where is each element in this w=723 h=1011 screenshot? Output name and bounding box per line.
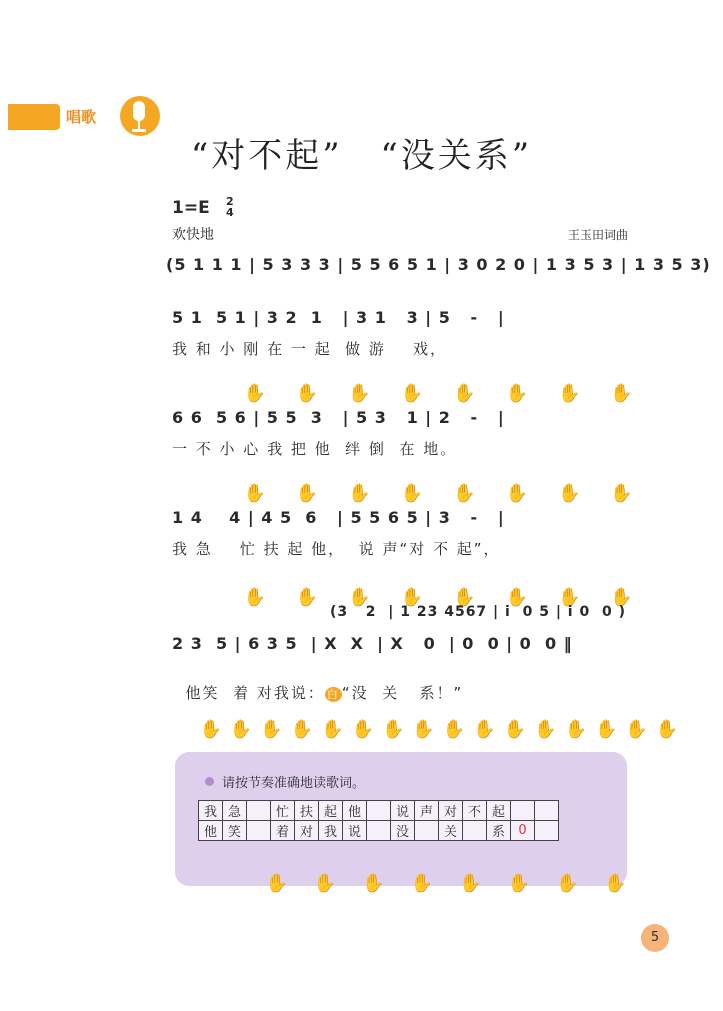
hand-icon: ✋ [265,873,314,894]
grid-cell: 他 [199,821,223,841]
hand-icon: ✋ [199,719,230,740]
hand-icon: ✋ [534,719,565,740]
bullet-dot-icon [205,777,214,786]
notation-line-4: 2 3 5 | 6 3 5 | X X | X 0 | 0 0 | 0 0 ‖ [172,634,573,653]
hand-icon: ✋ [295,483,349,504]
section-tab [8,104,60,130]
notation-line-2: 6 6 5 6 | 5 5 3 | 5 3 1 | 2 - | [172,408,505,427]
hand-icon: ✋ [348,483,401,504]
grid-cell: 起 [487,801,511,821]
notation-line-3: 1 4 4 | 4 5 6 | 5 5 6 5 | 3 - | [172,508,505,527]
time-bottom: 4 [226,206,234,219]
hand-icon: ✋ [453,383,506,404]
lyrics-line-4-b: “没 关 系！” [341,684,464,702]
hand-icon: ✋ [412,719,443,740]
hand-icon: ✋ [557,383,611,404]
hand-icon: ✋ [453,587,506,608]
hand-icon: ✋ [610,483,663,504]
hand-icon: ✋ [243,383,296,404]
grid-cell [415,821,439,841]
hand-icon: ✋ [381,719,413,740]
clap-icons-row-3 [172,566,663,608]
hand-icon: ✋ [313,873,363,894]
hand-icon: ✋ [503,719,535,740]
grid-cell [367,801,391,821]
title-part-sorry: “对不起” [190,136,343,176]
hand-icon: ✋ [400,383,454,404]
hand-icon: ✋ [655,719,687,740]
hand-icon: ✋ [400,483,454,504]
hand-icon: ✋ [557,587,611,608]
hand-icon: ✋ [604,873,653,894]
clap-icons-row-1 [172,362,663,404]
grid-cell [367,821,391,841]
grid-cell [463,821,487,841]
lyrics-line-1: 我 和 小 刚 在 一 起 做 游 戏， [172,340,447,358]
grid-cell: 他 [343,801,367,821]
grid-cell: 不 [463,801,487,821]
hand-icon: ✋ [459,873,508,894]
grid-cell: 起 [319,801,343,821]
grid-cell: 笑 [223,821,247,841]
song-title [0,128,723,177]
time-signature [226,196,234,218]
grid-cell: 没 [391,821,415,841]
lyrics-line-4-a: 他笑 着 对我说： [185,684,325,702]
grid-cell: 系 [487,821,511,841]
hand-icon: ✋ [564,719,595,740]
title-part-no-problem: “没关系” [380,136,533,176]
hand-icon: ✋ [555,873,605,894]
hand-icon: ✋ [610,587,663,608]
notation-line-1: 5 1 5 1 | 3 2 1 | 3 1 3 | 5 - | [172,308,505,327]
clap-icons-row-5 [202,852,653,894]
hand-icon: ✋ [295,383,349,404]
grid-row-1 [199,801,559,821]
hand-icon: ✋ [507,873,556,894]
rhythm-reading-grid [198,800,559,841]
hand-icon: ✋ [453,483,506,504]
hand-icon: ✋ [505,383,558,404]
composer-credit: 王玉田词曲 [567,228,628,242]
grid-row-2 [199,821,559,841]
grid-cell: 说 [391,801,415,821]
intro-notation: (5 1 1 1 | 5 3 3 3 | 5 5 6 5 1 | 3 0 2 0 | 1 3 5 3 | 1 3 5 3) [166,255,711,274]
hand-icon: ✋ [505,587,558,608]
spoken-marker: 白 [326,688,340,701]
hand-icon: ✋ [505,483,558,504]
section-label: 唱歌 [66,108,97,126]
hand-icon: ✋ [400,587,454,608]
lyrics-line-2: 一 不 小 心 我 把 他 绊 倒 在 地。 [172,440,458,458]
grid-cell-rest: 0 [511,821,535,841]
hand-icon: ✋ [625,719,656,740]
hand-icon: ✋ [348,587,401,608]
hand-icon: ✋ [557,483,611,504]
grid-cell: 对 [439,801,463,821]
grid-cell: 说 [343,821,367,841]
exercise-instruction: 请按节奏准确地读歌词。 [222,776,366,791]
time-top: 2 [226,195,234,208]
grid-cell [247,801,271,821]
grid-cell: 我 [319,821,343,841]
grid-cell: 急 [223,801,247,821]
key-signature: 1=E [172,198,210,218]
hand-icon: ✋ [362,873,411,894]
hand-icon: ✋ [290,719,322,740]
grid-cell: 忙 [271,801,295,821]
hand-icon: ✋ [243,483,296,504]
hand-icon: ✋ [260,719,291,740]
grid-cell: 关 [439,821,463,841]
microphone-icon-body [133,101,145,121]
grid-cell: 着 [271,821,295,841]
grid-cell [511,801,535,821]
hand-icon: ✋ [295,587,349,608]
grid-cell [535,801,559,821]
hand-icon: ✋ [243,587,296,608]
clap-icons-row-4 [172,698,686,740]
grid-cell: 扶 [295,801,319,821]
hand-icon: ✋ [351,719,382,740]
grid-cell: 对 [295,821,319,841]
hand-icon: ✋ [473,719,504,740]
page-number: 5 [641,924,669,952]
accompaniment-line: (3 2 | 1 23 4567 | i 0 5 | i 0 0 ) [330,604,626,620]
clap-icons-row-2 [172,462,663,504]
hand-icon: ✋ [410,873,460,894]
lyrics-line-3: 我 急 忙 扶 起 他， 说 声“对 不 起”， [172,540,501,558]
hand-icon: ✋ [442,719,474,740]
tempo-marking: 欢快地 [172,227,214,243]
grid-cell: 声 [415,801,439,821]
grid-cell [535,821,559,841]
hand-icon: ✋ [229,719,261,740]
hand-icon: ✋ [321,719,352,740]
hand-icon: ✋ [594,719,626,740]
hand-icon: ✋ [610,383,663,404]
hand-icon: ✋ [348,383,401,404]
grid-cell [247,821,271,841]
grid-cell: 我 [199,801,223,821]
